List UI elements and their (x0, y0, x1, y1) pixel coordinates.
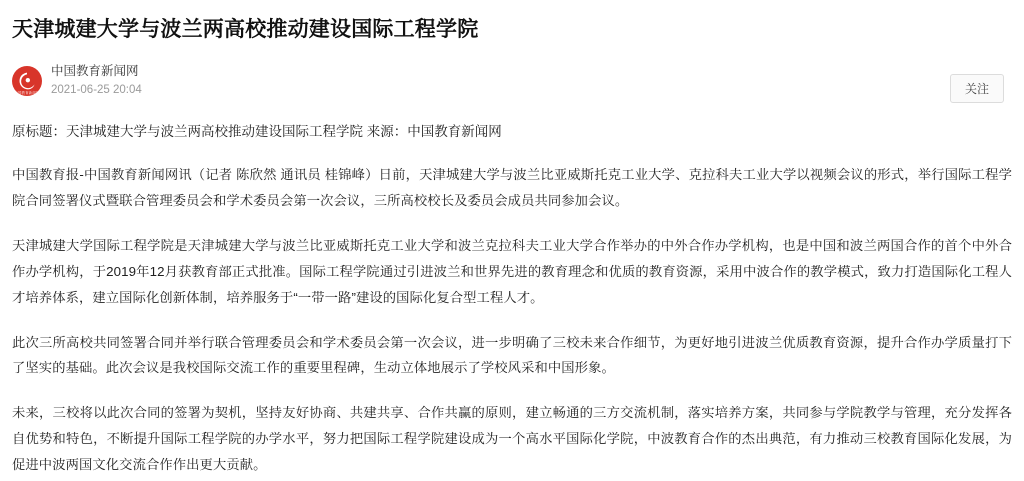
follow-button[interactable]: 关注 (950, 74, 1004, 103)
source-info (51, 63, 142, 99)
source-name[interactable]: 中国教育新闻网 (51, 64, 139, 79)
article-paragraph: 未来，三校将以此次合同的签署为契机，坚持友好协商、共建共享、合作共赢的原则，建立畅通的三方交流机制，落实培养方案，共同参与学院教学与管理，充分发挥各自优势和特色，不断提升国际工程学院的办学水平，努力把国际工程学院建设成为一个高水平国际化学院，中波教育合作的杰出典范，有力推动三校教育国际化发展，为促进中波两国文化交流合作作出更大贡献。 (12, 405, 1012, 473)
article-paragraph: 天津城建大学国际工程学院是天津城建大学与波兰比亚威斯托克工业大学和波兰克拉科夫工业大学合作举办的中外合作办学机构，也是中国和波兰两国合作的首个中外合作办学机构，于2019年12月获教育部正式批准。国际工程学院通过引进波兰和世界先进的教育理念和优质的教育资源，采用中波合作的教学模式，致力打造国际化工程人才培养体系，建立国际化创新体制，培养服务于“一带一路”建设的国际化复合型工程人才。 (12, 237, 1012, 305)
article-paragraph: 此次三所高校共同签署合同并举行联合管理委员会和学术委员会第一次会议，进一步明确了三校未来合作细节，为更好地引进波兰优质教育资源，提升合作办学质量打下了坚实的基础。此次会议是我校国际交流工作的重要里程碑，生动立体地展示了学校风采和中国形象。 (12, 334, 1012, 376)
logo-icon (17, 71, 37, 91)
page-title: 天津城建大学与波兰两高校推动建设国际工程学院 (12, 18, 479, 41)
source-avatar[interactable] (12, 66, 42, 96)
byline (12, 61, 1012, 101)
article-paragraph: 中国教育报-中国教育新闻网讯（记者 陈欣然 通讯员 桂锦峰）日前，天津城建大学与波兰比亚威斯托克工业大学、克拉科夫工业大学以视频会议的形式，举行国际工程学院合同签署仪式暨联合管理委员会和学术委员会第一次会议，三所高校校长及委员会成员共同参加会议。 (12, 166, 1012, 208)
publish-time: 2021-06-25 20:04 (51, 83, 142, 96)
avatar-brand-text: 中国教育新闻网 (14, 90, 40, 95)
article-page (0, 16, 1024, 481)
original-title-line: 原标题：天津城建大学与波兰两高校推动建设国际工程学院 来源：中国教育新闻网 (12, 124, 502, 140)
